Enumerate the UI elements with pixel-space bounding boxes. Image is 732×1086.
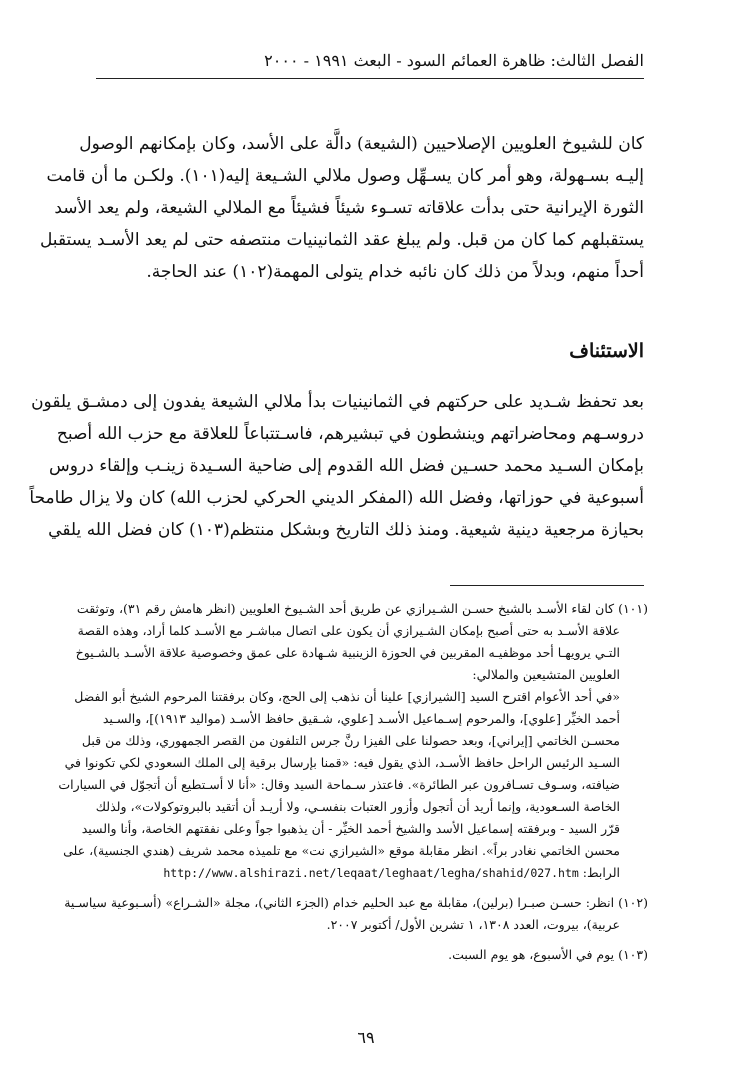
footnote-line: يوم في الأسبوع، هو يوم السبت.	[448, 947, 615, 962]
footnote-line: قرّر السيد - وبرفقته إسماعيل الأسد والشيخ أحمد الخيِّر - أن يذهبوا جواً وعلى نفقتهم الخاصة، وأنا والسيد	[81, 821, 620, 836]
section-heading: الاستئناف	[569, 340, 644, 362]
footnote-line: كان لقاء الأسـد بالشيخ حسـن الشـيرازي عن طريق أحد الشـيوخ العلويين (انظر هامش رقم ٣١)، وتوثقت	[76, 601, 615, 616]
footnote-line: السـيد الرئيس الراحل حافظ الأسـد، الذي يقول فيه: «قمنا بإرسال برقية إلى الملك السعودي لكي تكونوا في	[64, 755, 620, 770]
footnote-line: انظر: حسـن صبـرا (برلين)، مقابلة مع عبد الحليم خدام (الجزء الثاني)، مجلة «الشـراع» (أسـبوعية سياسـية	[64, 895, 615, 910]
footnote-line: عربية)، بيروت، العدد ١٣٠٨، ١ تشرين الأول/ أكتوبر ٢٠٠٧.	[326, 917, 620, 932]
footnote-number: (١٠٢)	[618, 895, 648, 910]
paragraph-line: أسبوعية في حوزاتها، وفضل الله (المفكر الديني الحركي لحزب الله) كان ولا يزال طامحاً	[29, 488, 644, 508]
footnote-line: التـي يرويهـا أحد موظفيـه المقربين في الحوزة الزينبية شـهادة على عمق وخصوصية علاقة الأسـد بالشـيوخ	[75, 645, 620, 660]
running-header: الفصل الثالث: ظاهرة العمائم السود - البعث ١٩٩١ - ٢٠٠٠	[264, 51, 644, 70]
paragraph-line: أحداً منهم، وبدلاً من ذلك كان نائبه خدام يتولى المهمة(١٠٢) عند الحاجة.	[146, 262, 644, 282]
footnote-102	[64, 892, 648, 936]
paragraph-line: يستقبلهم كما كان من قبل. ولم يبلغ عقد الثمانينيات منتصفه حتى لم يعد الأسـد يستقبل	[39, 230, 644, 250]
footnote-line: محسن الخاتمي نغادر براً». انظر مقابلة موقع «الشيرازي نت» مع تلميذه محمد شريف (هندي الجنسية)، على	[63, 843, 620, 858]
page-number: ٦٩	[357, 1028, 375, 1047]
footnote-number: (١٠٣)	[618, 947, 648, 962]
footnote-line: العلويين المتشيعين والملالي:	[472, 667, 620, 682]
paragraph-line: الثورة الإيرانية حتى بدأت علاقاته تسـوء شيئاً فشيئاً مع الملالي الشيعة، ولم يعد الأسد	[54, 198, 644, 218]
source-link[interactable]: http://www.alshirazi.net/leqaat/leghaat/legha/shahid/027.htm	[163, 866, 579, 880]
footnotes	[58, 598, 648, 974]
link-prefix: الرابط:	[582, 865, 620, 880]
footnote-line: الخاصة السـعودية، وإنما أريد أن أتجول وأزور العتبات بنفسـي، ولا أريـد أن أتقيد بالبروتوكولات»، ولذلك	[95, 799, 620, 814]
footnote-separator	[450, 585, 644, 586]
footnote-101	[58, 598, 648, 884]
footnote-line: علاقة الأسـد به حتى أصبح بإمكان الشـيرازي أن يكون على اتصال مباشـر مع الأسـد كلما أراد، وهذه القصة	[77, 623, 620, 638]
footnote-line: «في أحد الأعوام اقترح السيد [الشيرازي] علينا أن نذهب إلى الحج، وكان برفقتنا المرحوم الشيخ أبو الفضل	[74, 689, 620, 704]
paragraph-1	[39, 128, 644, 288]
footnote-line: محسـن الخاتمي [إيراني]، وبعد حصولنا على الفيزا رنَّ جرس التلفون من القصر الجمهوري، وذلك من قبل	[81, 733, 620, 748]
paragraph-2	[29, 386, 644, 546]
paragraph-line: بإمكان السـيد محمد حسـين فضل الله القدوم إلى ضاحية السـيدة زينـب وإلقاء دروس	[49, 456, 644, 476]
paragraph-line: إليـه بسـهولة، وهو أمر كان يسـهِّل وصول ملالي الشـيعة إليه(١٠١). ولكـن ما أن قامت	[46, 166, 644, 186]
footnote-line: ضيافته، وسـوف تسـافرون عبر الطائرة». فاعتذر سـماحة السيد وقال: «أنا لا أسـتطيع أن أتجوّل في السيارات	[58, 777, 620, 792]
footnote-line: أحمد الخيِّر [علوي]، والمرحوم إسـماعيل الأسـد [علوي، شـقيق حافظ الأسـد (مواليد ١٩١٣)]، والسـيد	[102, 711, 620, 726]
paragraph-line: دروسـهم ومحاضراتهم وينشطون في تبشيرهم، فاسـتتباعاً للعلاقة مع حزب الله أصبح	[56, 424, 644, 444]
paragraph-line: بعد تحفظ شـديد على حركتهم في الثمانينيات بدأ ملالي الشيعة يفدون إلى دمشـق يلقون	[31, 392, 644, 412]
paragraph-line: كان للشيوخ العلويين الإصلاحيين (الشيعة) دالَّة على الأسد، وكان بإمكانهم الوصول	[79, 134, 644, 154]
paragraph-line: بحيازة مرجعية دينية شيعية. ومنذ ذلك التاريخ وبشكل منتظم(١٠٣) كان فضل الله يلقي	[48, 520, 644, 540]
footnote-number: (١٠١)	[618, 601, 648, 616]
header-rule	[96, 78, 644, 79]
footnote-103	[90, 944, 648, 966]
